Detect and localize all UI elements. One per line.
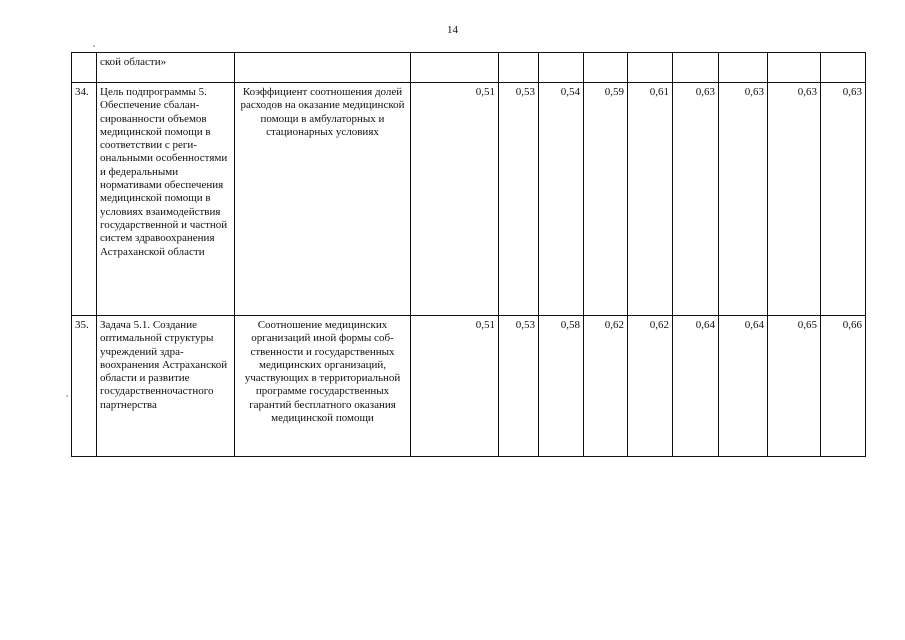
value-cell [673, 53, 719, 83]
value-cell [584, 53, 628, 83]
value-cell [821, 53, 866, 83]
value-cell: 0,63 [673, 83, 719, 316]
value-cell: 0,65 [768, 316, 821, 457]
table-row [72, 316, 866, 457]
value-cell: 0,59 [584, 83, 628, 316]
value-cell: 0,51 [411, 316, 499, 457]
value-cell: 0,63 [821, 83, 866, 316]
row-number: 34. [72, 83, 97, 316]
table-row [72, 83, 866, 316]
value-cell: 0,63 [719, 83, 768, 316]
value-cell [411, 53, 499, 83]
value-cell: 0,61 [628, 83, 673, 316]
indicators-table [71, 52, 866, 457]
indicator-cell: Коэффициент соотношения долей расходов на оказание медицинской помощи в амбулаторных и стационарных условиях [235, 83, 411, 316]
value-cell: 0,64 [719, 316, 768, 457]
value-cell [719, 53, 768, 83]
page-number: 14 [447, 24, 458, 36]
value-cell [628, 53, 673, 83]
scan-speck [93, 45, 95, 47]
value-cell: 0,58 [539, 316, 584, 457]
value-cell: 0,66 [821, 316, 866, 457]
value-cell: 0,64 [673, 316, 719, 457]
goal-cell: Цель подпрограммы 5. Обеспечение сбалансированности объемов медицинской помощи в соответствии с региональными особенностями и федеральными нормативами обеспечения медицинской помощи в условиях взаимодействия государственной и частной систем здравоохранения Астраханской области [97, 83, 235, 316]
table-row [72, 53, 866, 83]
value-cell: 0,62 [584, 316, 628, 457]
goal-cell: ской области» [97, 53, 235, 83]
row-number [72, 53, 97, 83]
value-cell [499, 53, 539, 83]
value-cell: 0,54 [539, 83, 584, 316]
value-cell [768, 53, 821, 83]
row-number: 35. [72, 316, 97, 457]
value-cell: 0,62 [628, 316, 673, 457]
scan-speck [66, 395, 68, 397]
value-cell: 0,53 [499, 316, 539, 457]
value-cell: 0,53 [499, 83, 539, 316]
indicator-cell: Соотношение медицинских организаций иной формы собственности и государственных медицинских организаций, участвующих в территориальной программе государственных гарантий бесплатного оказания медицинской помощи [235, 316, 411, 457]
indicator-cell [235, 53, 411, 83]
goal-cell: Задача 5.1. Создание оптимальной структуры учреждений здравоохранения Астраханской области и развитие государственночастного партнерства [97, 316, 235, 457]
value-cell: 0,63 [768, 83, 821, 316]
value-cell [539, 53, 584, 83]
value-cell: 0,51 [411, 83, 499, 316]
